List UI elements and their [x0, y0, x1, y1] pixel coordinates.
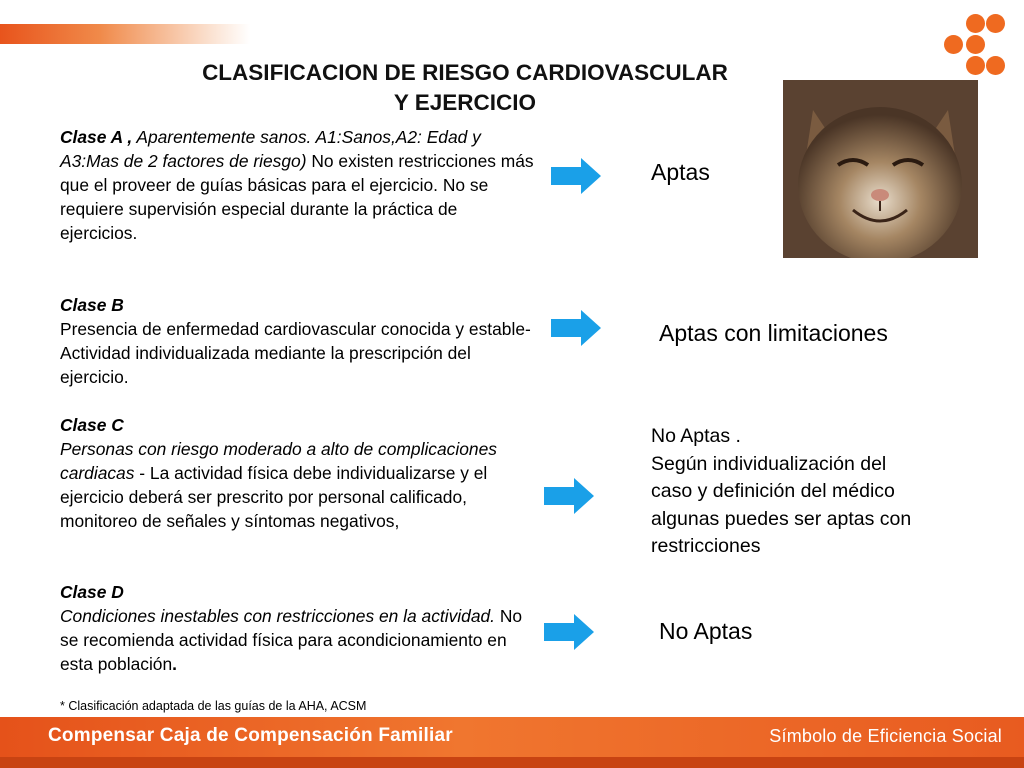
slide-title	[120, 58, 810, 118]
clase-c-heading: Clase C	[60, 415, 124, 435]
clase-a-heading: Clase A ,	[60, 127, 133, 147]
clase-c-text	[60, 413, 535, 533]
footnote: * Clasificación adaptada de las guías de la AHA, ACSM	[60, 699, 367, 713]
right-arrow-icon	[544, 614, 594, 650]
clase-d-heading: Clase D	[60, 582, 124, 602]
clase-b-body: Presencia de enfermedad cardiovascular conocida y estable- Actividad individualizada mediante la prescripción del ejercicio.	[60, 319, 531, 387]
title-line-1: CLASIFICACION DE RIESGO CARDIOVASCULAR	[202, 60, 728, 85]
clase-d-end: .	[172, 654, 177, 674]
clase-c-body: - La actividad física debe individualizarse y el ejercicio deberá ser prescrito por personal calificado, monitoreo de señales y síntomas negativos,	[60, 463, 488, 531]
compensar-logo	[944, 14, 1006, 76]
right-arrow-icon	[551, 158, 601, 194]
right-arrow-icon	[551, 310, 601, 346]
title-line-2: Y EJERCICIO	[393, 90, 537, 115]
footer-left-text: Compensar Caja de Compensación Familiar	[48, 725, 453, 746]
clase-b-text	[60, 293, 535, 389]
clase-d-body: No se recomienda actividad física para acondicionamiento en esta población	[60, 606, 523, 674]
result-aptas-limitaciones: Aptas con limitaciones	[659, 320, 888, 346]
clase-a-body: No existen restricciones más que el proveer de guías básicas para el ejercicio. No se requiere supervisión especial durante la práctica de ejercicios.	[60, 151, 534, 243]
clase-d-text	[60, 580, 535, 676]
top-accent-bar	[0, 24, 250, 44]
result-aptas: Aptas	[651, 159, 710, 185]
clase-d-italic: Condiciones inestables con restricciones en la actividad.	[60, 606, 496, 626]
clase-a-italic: Aparentemente sanos. A1:Sanos,A2: Edad y A3:Mas de 2 factores de riesgo)	[60, 127, 481, 171]
result-no-aptas: No Aptas	[659, 618, 753, 644]
clase-b-heading: Clase B	[60, 295, 124, 315]
smiling-kitten-photo	[783, 80, 978, 258]
footer-strip	[0, 757, 1024, 768]
right-arrow-icon	[544, 478, 594, 514]
clase-a-text	[60, 125, 535, 245]
footer-bar	[0, 717, 1024, 757]
footer-right-text: Símbolo de Eficiencia Social	[769, 726, 1002, 746]
clase-c-italic: Personas con riesgo moderado a alto de complicaciones cardiacas	[60, 439, 497, 483]
result-no-aptas-individualizacion: No Aptas . Según individualización del caso y definición del médico algunas puedes ser aptas con restricciones	[651, 425, 912, 557]
